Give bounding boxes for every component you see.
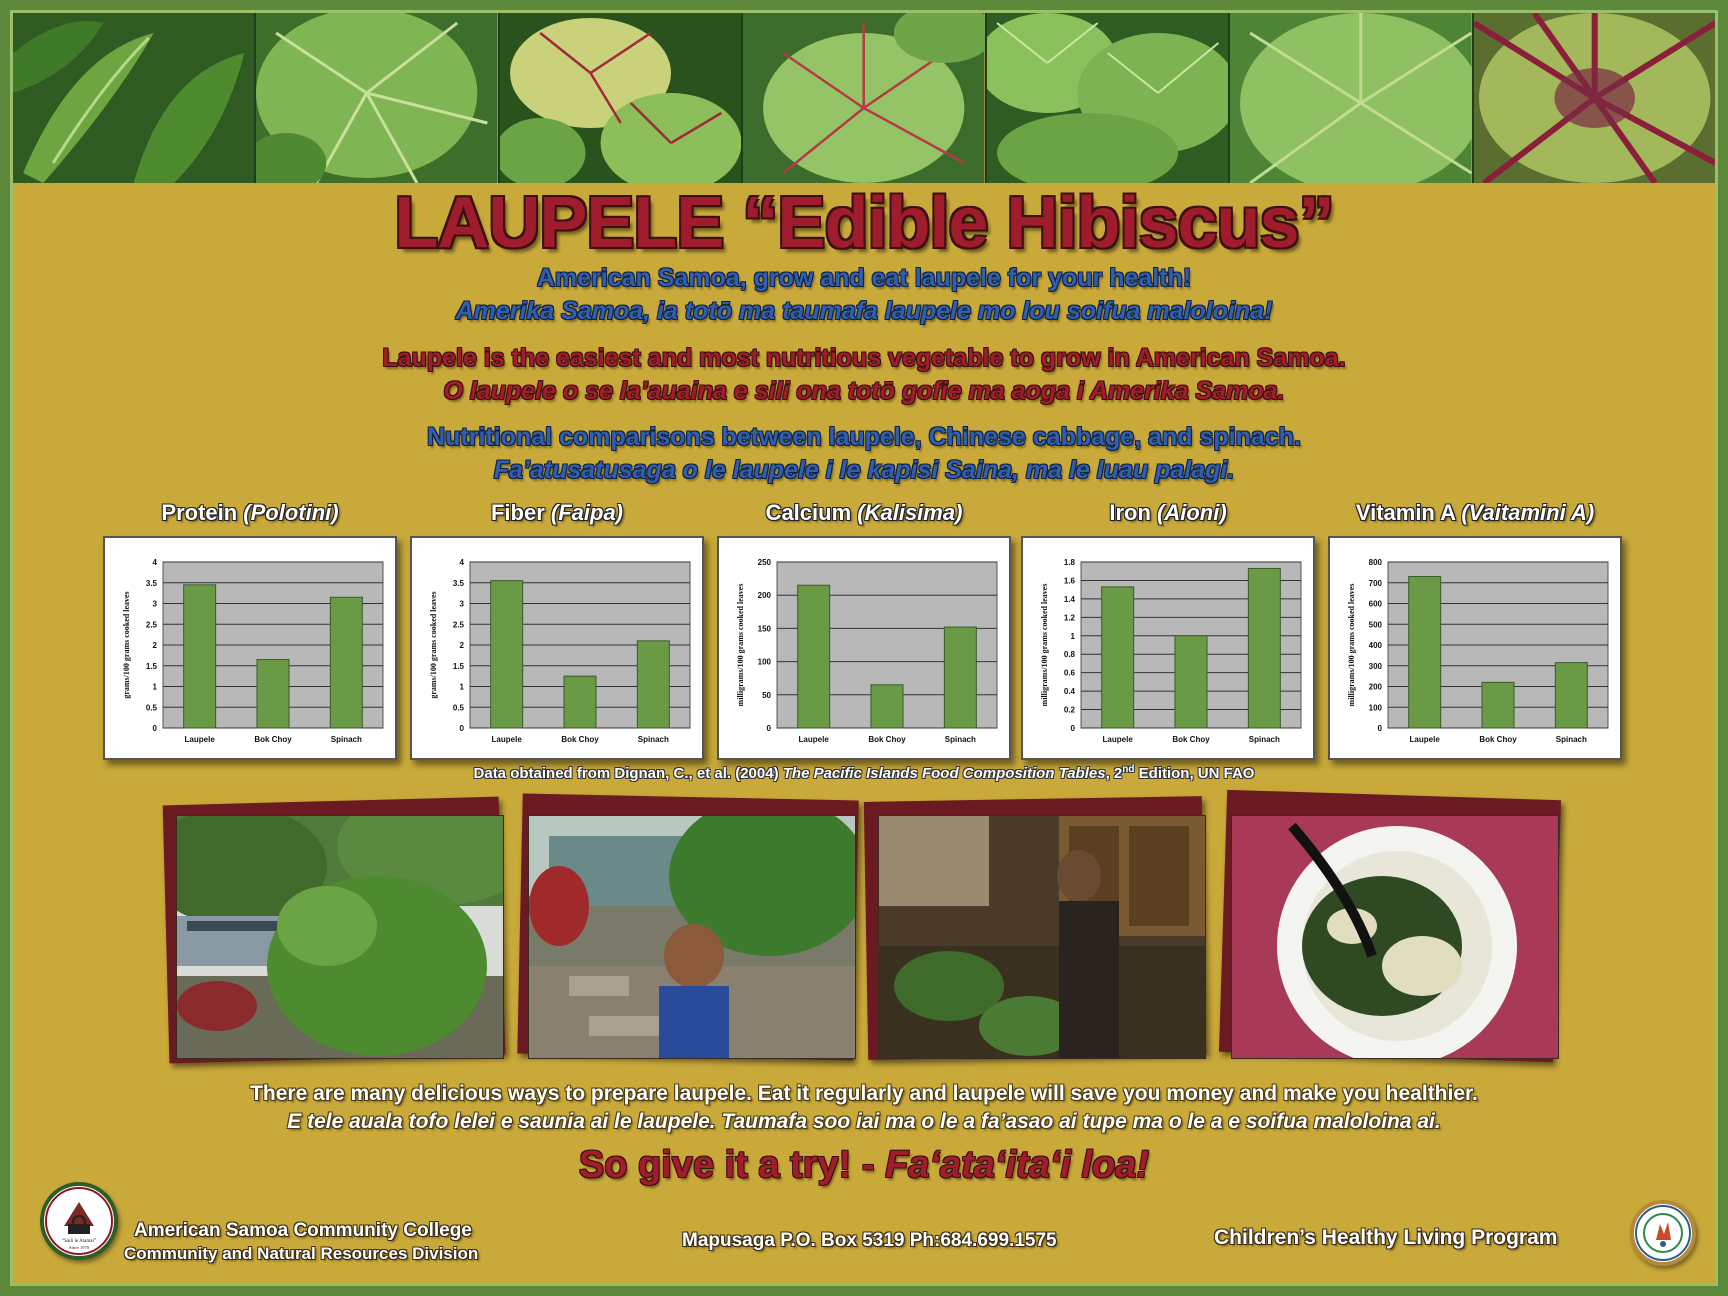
y-tick-label: 2: [459, 641, 464, 650]
chart-vitamin-a: [1328, 500, 1622, 760]
source-edition: , 2: [1105, 765, 1123, 782]
bar: [564, 676, 596, 728]
source-publisher: Edition, UN FAO: [1134, 765, 1255, 782]
bar: [944, 627, 976, 728]
give-it-a-try: [10, 1144, 1718, 1187]
prepare-samoan: E tele auala tofo lelei e saunia ai le laupele. Taumafa soo iai ma o le a fa’asao ai tupe ma o le a e soifua maloloina ai.: [287, 1110, 1441, 1133]
bar: [257, 660, 289, 728]
chart-title-samoan: (Polotini): [243, 500, 339, 525]
x-tick-label: Laupele: [1409, 735, 1440, 744]
y-tick-label: 1.5: [452, 661, 464, 671]
chart-title: [410, 500, 704, 530]
bar: [491, 581, 523, 728]
prepare-english: There are many delicious ways to prepare laupele. Eat it regularly and laupele will save you money and make you healthier.: [250, 1082, 1478, 1105]
x-tick-label: Spinach: [944, 735, 976, 744]
claim-english: Laupele is the easiest and most nutritious vegetable to grow in American Samoa.: [382, 344, 1346, 372]
garden-photo: [176, 815, 504, 1059]
bar: [1482, 682, 1514, 728]
leaf-photo: [13, 13, 256, 183]
x-tick-label: Bok Choy: [1172, 735, 1210, 744]
bar-chart-svg: [105, 538, 395, 758]
x-tick-label: Laupele: [184, 735, 215, 744]
y-tick-label: 400: [1368, 641, 1382, 650]
leaf-photo: [743, 13, 986, 183]
y-tick-label: 0: [459, 724, 464, 733]
chart-title-samoan: (Aioni): [1157, 500, 1227, 525]
contact-address: Mapusaga P.O. Box 5319 Ph:684.699.1575: [682, 1230, 1057, 1251]
bar: [1248, 568, 1280, 728]
y-tick-label: 0: [1377, 724, 1382, 733]
x-tick-label: Laupele: [491, 735, 522, 744]
bar: [330, 597, 362, 728]
tagline-english: American Samoa, grow and eat laupele for your health!: [536, 264, 1192, 292]
y-tick-label: 1: [459, 682, 464, 692]
claim-samoan: O laupele o se la’auaina e sili ona totō gofie ma aoga i Amerika Samoa.: [443, 377, 1285, 405]
y-tick-label: 3: [152, 599, 157, 609]
x-tick-label: Spinach: [330, 735, 362, 744]
comparison-samoan: Fa’atusatusaga o le laupele i le kapisi Saina, ma le luau palagi.: [493, 456, 1235, 484]
x-tick-label: Spinach: [1555, 735, 1587, 744]
chart-iron: [1021, 500, 1315, 760]
y-axis-label: milligrams/100 grams cooked leaves: [1347, 583, 1356, 707]
photo-harvesting: [518, 795, 848, 1060]
chart-frame: [1021, 536, 1315, 760]
chart-title-main: Iron: [1109, 500, 1157, 525]
y-axis-label: milligrams/100 grams cooked leaves: [1040, 583, 1049, 707]
y-tick-label: 1.4: [1063, 594, 1075, 604]
bar: [1409, 577, 1441, 728]
bar: [1555, 663, 1587, 728]
x-tick-label: Bok Choy: [254, 735, 292, 744]
leaf-photo-strip: [13, 13, 1715, 183]
chart-title-samoan: (Kalisima): [857, 500, 963, 525]
tagline-samoan: Amerika Samoa, ia totō ma taumafa laupele mo lou soifua maloloina!: [455, 297, 1273, 325]
y-tick-label: 3.5: [452, 578, 464, 588]
y-tick-label: 800: [1368, 558, 1382, 567]
y-tick-label: 200: [757, 591, 771, 601]
y-tick-label: 2.5: [145, 620, 157, 630]
y-tick-label: 500: [1368, 620, 1382, 630]
y-tick-label: 600: [1368, 599, 1382, 609]
photo-dish: [1221, 795, 1551, 1060]
y-tick-label: 4: [152, 558, 157, 567]
comparison-english: Nutritional comparisons between laupele, Chinese cabbage, and spinach.: [427, 423, 1301, 451]
x-tick-label: Spinach: [637, 735, 669, 744]
college-name: American Samoa Community College: [134, 1220, 472, 1241]
bar-chart-svg: [719, 538, 1009, 758]
chart-title: [717, 500, 1011, 530]
y-tick-label: 1: [1070, 631, 1075, 641]
washing-photo: [878, 815, 1206, 1059]
y-tick-label: 0.5: [452, 703, 464, 713]
y-tick-label: 0: [766, 724, 771, 733]
y-tick-label: 2: [152, 641, 157, 650]
x-tick-label: Bok Choy: [1479, 735, 1517, 744]
y-tick-label: 0: [1070, 724, 1075, 733]
leaf-photo: [987, 13, 1230, 183]
bar-chart-svg: [1330, 538, 1620, 758]
bar: [798, 585, 830, 728]
y-tick-label: 1: [152, 682, 157, 692]
source-title: The Pacific Islands Food Composition Tables: [782, 765, 1106, 782]
y-tick-label: 1.5: [145, 661, 157, 671]
x-tick-label: Laupele: [798, 735, 829, 744]
y-tick-label: 1.2: [1063, 613, 1075, 623]
chart-title: [103, 500, 397, 530]
photo-washing: [868, 795, 1198, 1060]
chart-title-samoan: (Vaitamini A): [1461, 500, 1595, 525]
bar: [637, 641, 669, 728]
y-tick-label: 250: [757, 558, 771, 567]
chart-title: [1328, 500, 1622, 530]
chart-frame: [103, 536, 397, 760]
y-tick-label: 0.6: [1063, 668, 1075, 678]
leaf-photo: [500, 13, 743, 183]
college-motto: “Saili le Atamai”: [61, 1239, 97, 1244]
y-tick-label: 3: [459, 599, 464, 609]
college-since: Since 1970: [68, 1245, 90, 1250]
chart-calcium: [717, 500, 1011, 760]
poster-title: LAUPELE “Edible Hibiscus”: [394, 183, 1334, 263]
chart-fiber: [410, 500, 704, 760]
leaf-photo: [256, 13, 499, 183]
y-tick-label: 700: [1368, 578, 1382, 588]
leaf-photo: [1230, 13, 1473, 183]
y-tick-label: 300: [1368, 661, 1382, 671]
y-tick-label: 50: [762, 690, 771, 700]
x-tick-label: Bok Choy: [561, 735, 599, 744]
try-english: So give it a try! -: [578, 1144, 886, 1186]
bar: [184, 585, 216, 728]
y-tick-label: 0.4: [1063, 687, 1075, 697]
bar: [1102, 587, 1134, 728]
college-seal-logo: [40, 1182, 118, 1260]
chart-frame: [717, 536, 1011, 760]
program-logo: [1630, 1200, 1696, 1266]
y-tick-label: 2.5: [452, 620, 464, 630]
data-source-citation: [10, 764, 1718, 782]
source-authors: Data obtained from Dignan, C., et al. (2004): [473, 765, 783, 782]
chart-title-main: Protein: [161, 500, 244, 525]
chart-title: [1021, 500, 1315, 530]
harvesting-photo: [528, 815, 856, 1059]
leaf-photo: [1474, 13, 1715, 183]
source-edition-suffix: nd: [1122, 764, 1135, 775]
y-tick-label: 0.8: [1063, 650, 1075, 660]
y-tick-label: 1.6: [1063, 576, 1075, 586]
y-axis-label: grams/100 grams cooked leaves: [429, 591, 438, 699]
bar-chart-svg: [412, 538, 702, 758]
chart-title-samoan: (Faipa): [550, 500, 624, 525]
y-tick-label: 100: [757, 657, 771, 667]
y-axis-label: grams/100 grams cooked leaves: [122, 591, 131, 699]
y-tick-label: 0.2: [1063, 705, 1075, 715]
program-name: Children’s Healthy Living Program: [1214, 1226, 1558, 1249]
chart-frame: [410, 536, 704, 760]
college-division: Community and Natural Resources Division: [124, 1244, 479, 1263]
chart-title-main: Vitamin A: [1355, 500, 1462, 525]
y-tick-label: 4: [459, 558, 464, 567]
chart-title-main: Fiber: [490, 500, 551, 525]
x-tick-label: Laupele: [1102, 735, 1133, 744]
chart-frame: [1328, 536, 1622, 760]
y-axis-label: milligrams/100 grams cooked leaves: [736, 583, 745, 707]
y-tick-label: 0.5: [145, 703, 157, 713]
x-tick-label: Spinach: [1248, 735, 1280, 744]
y-tick-label: 1.8: [1063, 558, 1075, 567]
chart-protein: [103, 500, 397, 760]
y-tick-label: 3.5: [145, 578, 157, 588]
bar: [871, 685, 903, 728]
bar-chart-svg: [1023, 538, 1313, 758]
y-tick-label: 0: [152, 724, 157, 733]
chart-title-main: Calcium: [765, 500, 858, 525]
photo-garden: [166, 795, 496, 1060]
y-tick-label: 100: [1368, 703, 1382, 713]
try-samoan: Faʻataʻitaʻi loa!: [885, 1144, 1150, 1186]
x-tick-label: Bok Choy: [868, 735, 906, 744]
laupele-dish-photo: [1231, 815, 1559, 1059]
y-tick-label: 150: [757, 624, 771, 634]
bar: [1175, 636, 1207, 728]
y-tick-label: 200: [1368, 682, 1382, 692]
